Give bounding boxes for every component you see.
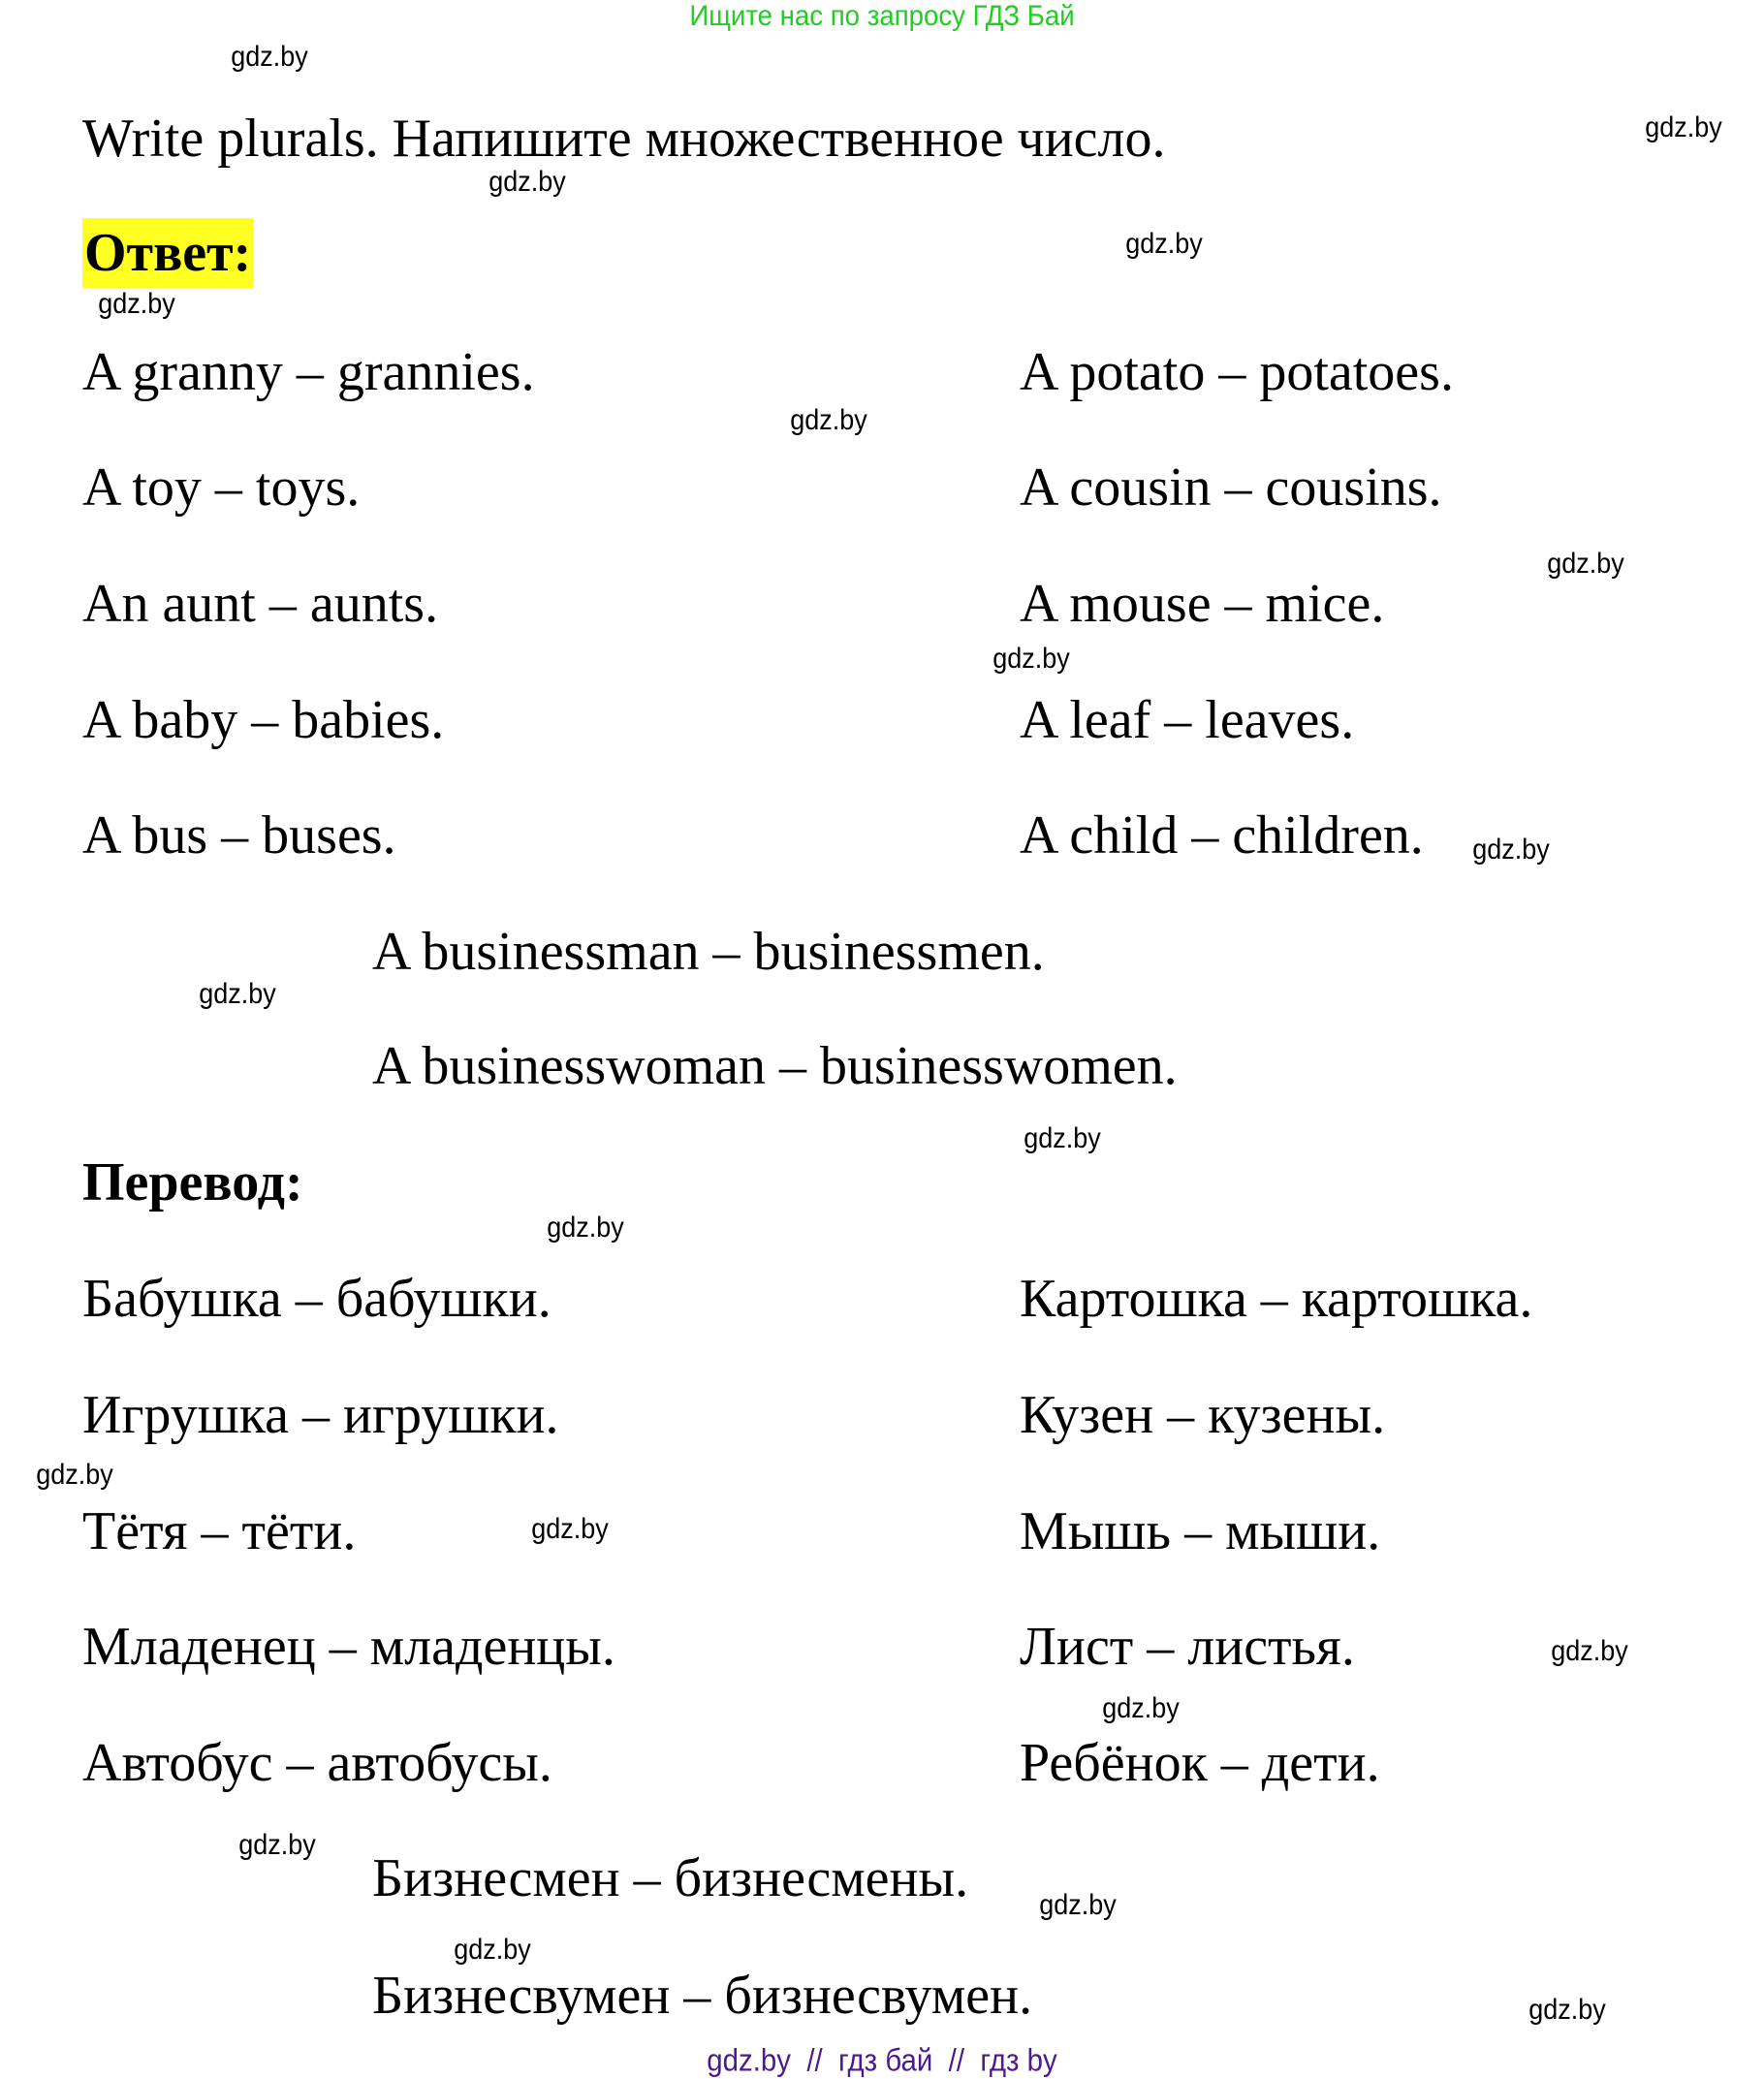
translation-item: Картошка – картошка. [1020, 1269, 1533, 1329]
task-title: Write plurals. Напишите множественное число. [82, 109, 1166, 169]
watermark: gdz.by [531, 1513, 609, 1545]
answer-item: An aunt – aunts. [82, 574, 439, 634]
watermark: gdz.by [1024, 1122, 1101, 1154]
watermark: gdz.by [1472, 834, 1550, 866]
translation-item: Бизнесмен – бизнесмены. [372, 1848, 969, 1908]
watermark: gdz.by [1551, 1635, 1628, 1667]
watermark: gdz.by [1125, 228, 1203, 260]
translation-item: Мышь – мыши. [1020, 1501, 1381, 1561]
translation-label: Перевод: [82, 1152, 303, 1213]
translation-item: Кузен – кузены. [1020, 1385, 1386, 1445]
footer-links[interactable]: gdz.by // гдз бай // гдз by [707, 2042, 1057, 2078]
answer-item: A leaf – leaves. [1020, 690, 1355, 750]
watermark: gdz.by [992, 643, 1070, 675]
answer-label: Ответ: [82, 218, 253, 288]
answer-item: A businessman – businessmen. [372, 922, 1045, 982]
watermark: gdz.by [238, 1829, 316, 1861]
watermark: gdz.by [488, 166, 566, 198]
watermark: gdz.by [199, 978, 276, 1010]
translation-item: Бабушка – бабушки. [82, 1269, 551, 1329]
translation-item: Тётя – тёти. [82, 1501, 357, 1561]
watermark: gdz.by [98, 288, 175, 320]
watermark: gdz.by [547, 1212, 624, 1244]
watermark: gdz.by [1102, 1692, 1180, 1724]
translation-item: Ребёнок – дети. [1020, 1733, 1380, 1793]
watermark: gdz.by [36, 1459, 113, 1491]
watermark: gdz.by [790, 404, 867, 436]
watermark: gdz.by [231, 41, 308, 73]
answer-item: A potato – potatoes. [1020, 342, 1454, 402]
answer-item: A cousin – cousins. [1020, 457, 1442, 518]
watermark: gdz.by [1039, 1889, 1117, 1921]
translation-item: Младенец – младенцы. [82, 1617, 615, 1677]
watermark: gdz.by [1528, 1994, 1606, 2026]
watermark: gdz.by [1645, 111, 1722, 143]
watermark: gdz.by [1547, 548, 1624, 580]
answer-item: A mouse – mice. [1020, 574, 1385, 634]
answer-item: A bus – buses. [82, 805, 396, 866]
translation-item: Лист – листья. [1020, 1617, 1355, 1677]
watermark: gdz.by [454, 1934, 531, 1966]
answer-item: A child – children. [1020, 805, 1424, 866]
translation-item: Автобус – автобусы. [82, 1733, 552, 1793]
translation-item: Бизнесвумен – бизнесвумен. [372, 1966, 1033, 2026]
answer-item: A businesswoman – businesswomen. [372, 1036, 1178, 1096]
header-banner[interactable]: Ищите нас по запросу ГДЗ Бай [689, 0, 1075, 32]
translation-item: Игрушка – игрушки. [82, 1385, 559, 1445]
answer-item: A granny – grannies. [82, 342, 535, 402]
answer-item: A toy – toys. [82, 457, 361, 518]
answer-item: A baby – babies. [82, 690, 445, 750]
